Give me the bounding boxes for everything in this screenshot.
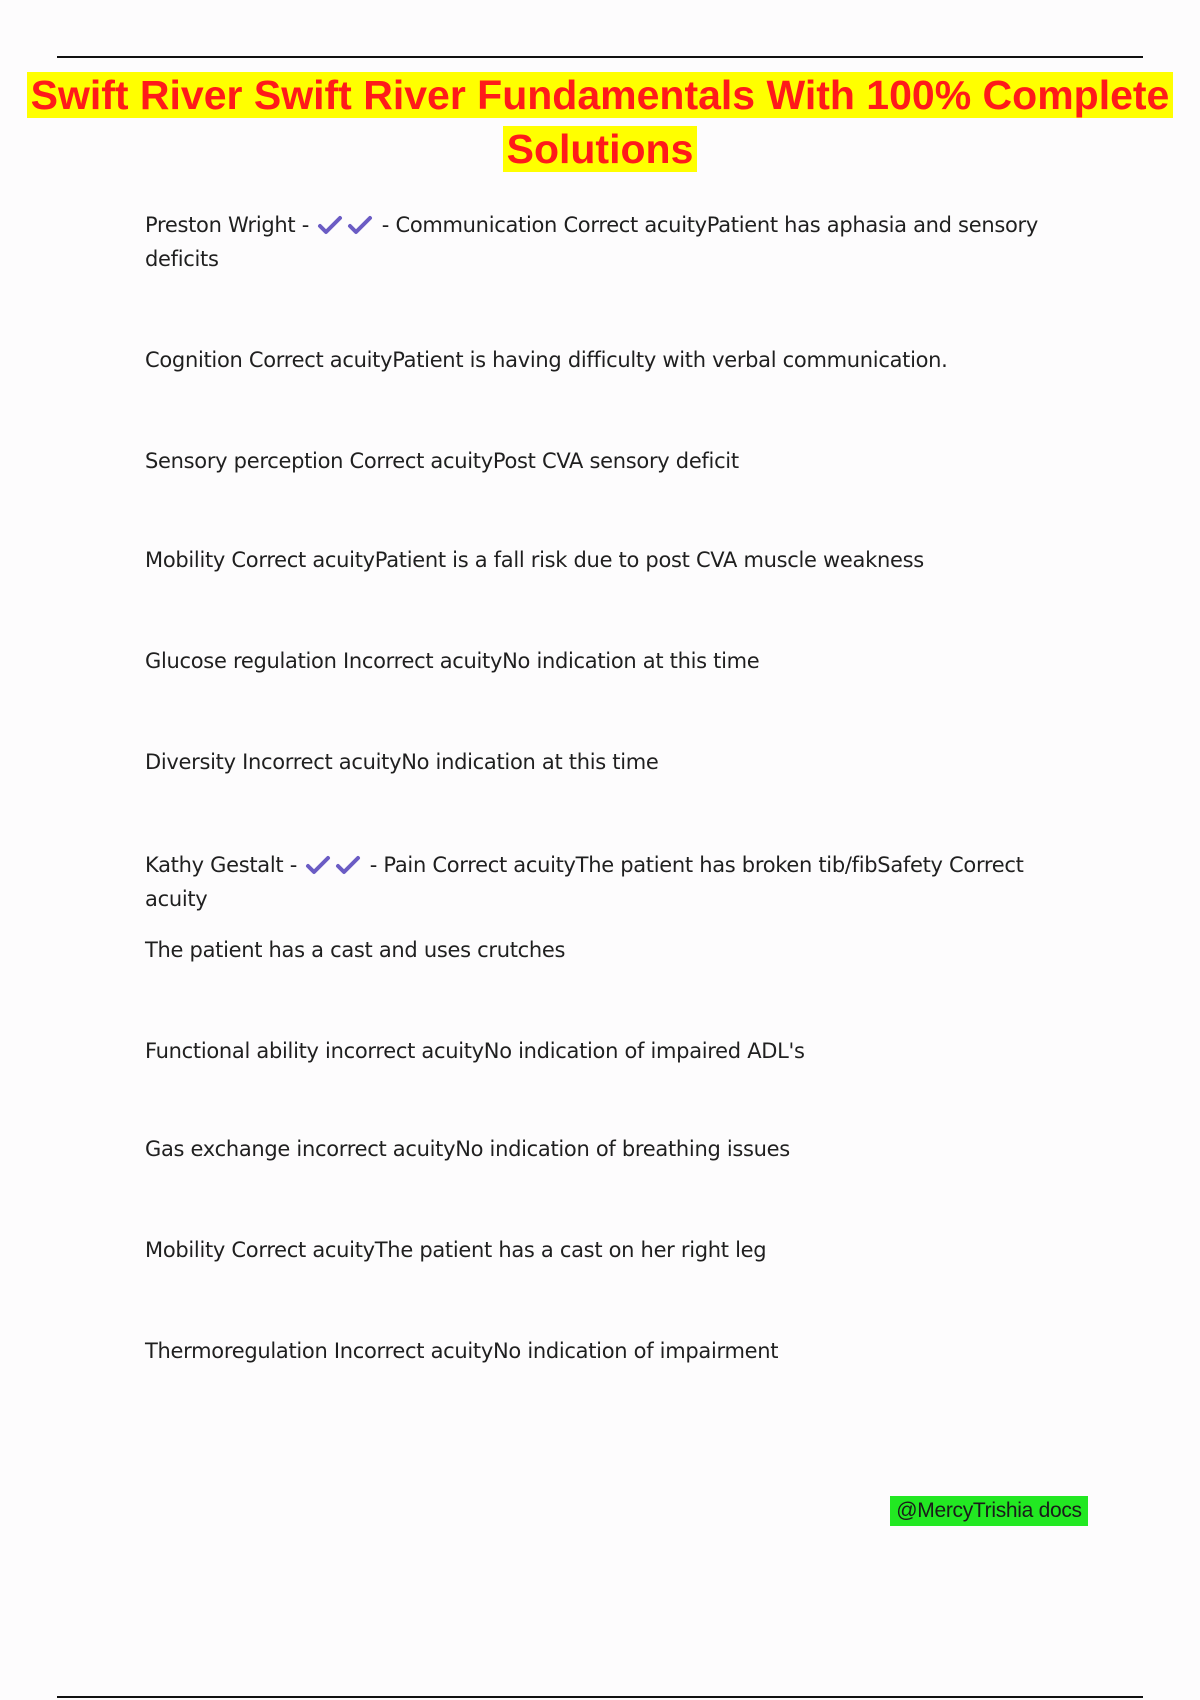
entry-diversity: Diversity Incorrect acuityNo indication at this time <box>145 750 659 774</box>
entry-cast-crutches: The patient has a cast and uses crutches <box>145 938 566 962</box>
watermark-badge: @MercyTrishia docs <box>890 1496 1088 1526</box>
page-title <box>0 68 1200 176</box>
entry-thermoregulation: Thermoregulation Incorrect acuityNo indication of impairment <box>145 1339 779 1363</box>
entry-glucose-regulation: Glucose regulation Incorrect acuityNo indication at this time <box>145 649 760 673</box>
entry-name: Preston Wright - <box>145 213 310 237</box>
check-icon <box>335 855 361 875</box>
entry-sensory-perception: Sensory perception Correct acuityPost CVA sensory deficit <box>145 449 739 473</box>
entry-text: - Communication Correct acuityPatient has aphasia and sensory deficits <box>145 213 1038 271</box>
bottom-rule <box>57 1696 1143 1698</box>
top-rule <box>57 56 1143 58</box>
entry-preston-wright <box>145 208 1075 276</box>
entry-gas-exchange: Gas exchange incorrect acuityNo indication of breathing issues <box>145 1137 790 1161</box>
entry-name: Kathy Gestalt - <box>145 853 297 877</box>
entry-kathy-gestalt <box>145 848 1075 916</box>
entry-text: - Pain Correct acuityThe patient has broken tib/fibSafety Correct acuity <box>145 853 1024 911</box>
entry-functional-ability: Functional ability incorrect acuityNo indication of impaired ADL's <box>145 1039 805 1063</box>
entry-mobility-cast: Mobility Correct acuityThe patient has a cast on her right leg <box>145 1238 767 1262</box>
entry-mobility: Mobility Correct acuityPatient is a fall risk due to post CVA muscle weakness <box>145 548 924 572</box>
check-icon <box>305 855 331 875</box>
check-icon <box>317 215 343 235</box>
page-title-text: Swift River Swift River Fundamentals With 100% Complete Solutions <box>27 72 1174 172</box>
entry-cognition: Cognition Correct acuityPatient is having difficulty with verbal communication. <box>145 348 948 372</box>
check-icon <box>347 215 373 235</box>
